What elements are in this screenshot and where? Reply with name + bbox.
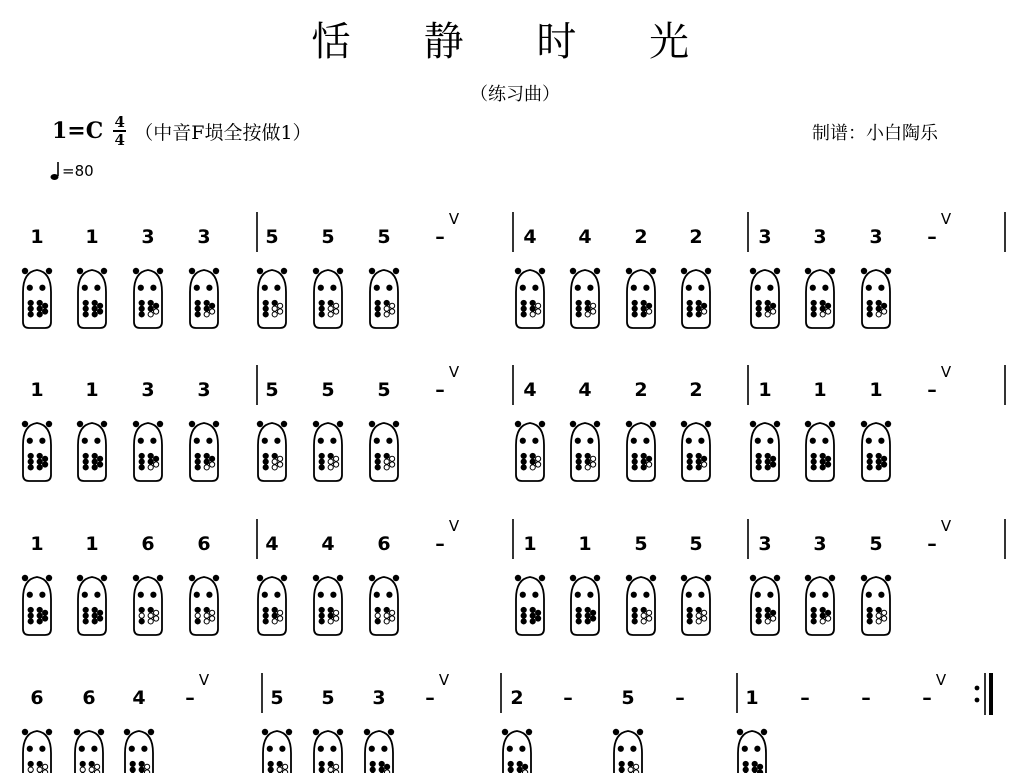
note-digit: 3 [869, 226, 883, 248]
note-digit: 5 [377, 226, 391, 248]
breath-mark: V [940, 210, 952, 228]
ocarina-fingering-icon [313, 421, 343, 481]
note-digit: 5 [265, 226, 279, 248]
ocarina-fingering-icon [133, 421, 163, 481]
ocarina-fingering-icon [861, 421, 891, 481]
ocarina-fingering-icon [861, 575, 891, 635]
note-digit: 3 [141, 226, 155, 248]
note-digit: 2 [634, 226, 648, 248]
ocarina-fingering-icon [257, 268, 287, 328]
ocarina-fingering-icon [313, 729, 343, 773]
note-digit: 1 [578, 533, 592, 555]
note-digit: 1 [85, 533, 99, 555]
ocarina-fingering-icon [313, 575, 343, 635]
breath-mark: V [448, 363, 460, 381]
note-digit: 5 [265, 379, 279, 401]
note-digit: 1 [813, 379, 827, 401]
note-digit: 5 [634, 533, 648, 555]
note-digit: 2 [510, 687, 524, 709]
note-digit: 6 [82, 687, 96, 709]
ocarina-fingering-icon [502, 729, 532, 773]
note-digit: 3 [813, 533, 827, 555]
note-digit: 3 [813, 226, 827, 248]
ocarina-fingering-icon [369, 575, 399, 635]
ocarina-fingering-icon [22, 575, 52, 635]
key-note: （中音F埙全按做1） [134, 121, 312, 144]
note-digit: 5 [377, 379, 391, 401]
note-digit: 2 [689, 226, 703, 248]
ocarina-fingering-icon [369, 421, 399, 481]
measure [22, 226, 219, 328]
note-digit: 2 [689, 379, 703, 401]
note-digit: 5 [321, 226, 335, 248]
measure [515, 379, 711, 481]
note-digit: 1 [85, 379, 99, 401]
ocarina-fingering-icon [515, 575, 545, 635]
note-digit: 4 [321, 533, 335, 555]
ocarina-fingering-icon [124, 729, 154, 773]
sustain-dash: – [927, 226, 937, 248]
note-digit: 3 [758, 533, 772, 555]
breath-mark: V [448, 210, 460, 228]
ocarina-fingering-icon [257, 575, 287, 635]
breath-mark: V [198, 671, 210, 689]
ocarina-fingering-icon [805, 575, 835, 635]
sustain-dash: – [435, 226, 445, 248]
ocarina-fingering-icon [737, 729, 767, 773]
note-digit: 6 [30, 687, 44, 709]
ocarina-fingering-icon [189, 268, 219, 328]
measure [22, 533, 219, 635]
ocarina-fingering-icon [189, 575, 219, 635]
repeat-end-barline [975, 673, 991, 715]
score-row [22, 671, 991, 773]
ocarina-fingering-icon [313, 268, 343, 328]
note-digit: 2 [634, 379, 648, 401]
ocarina-fingering-icon [805, 421, 835, 481]
note-digit: 3 [372, 687, 386, 709]
sustain-dash: – [927, 379, 937, 401]
ocarina-fingering-icon [515, 421, 545, 481]
score-row [22, 517, 1005, 635]
sustain-dash: – [922, 687, 932, 709]
note-digit: 5 [869, 533, 883, 555]
ocarina-fingering-icon [861, 268, 891, 328]
note-digit: 3 [141, 379, 155, 401]
ocarina-fingering-icon [515, 268, 545, 328]
sustain-dash: – [675, 687, 685, 709]
sustain-dash: – [435, 533, 445, 555]
measure [750, 210, 952, 328]
note-digit: 5 [270, 687, 284, 709]
measure [262, 671, 450, 773]
ocarina-fingering-icon [681, 421, 711, 481]
ocarina-fingering-icon [613, 729, 643, 773]
ocarina-fingering-icon [570, 268, 600, 328]
ocarina-fingering-icon [262, 729, 292, 773]
ocarina-fingering-icon [22, 421, 52, 481]
ocarina-fingering-icon [74, 729, 104, 773]
measure [257, 210, 460, 328]
sustain-dash: – [861, 687, 871, 709]
note-digit: 4 [523, 226, 537, 248]
note-digit: 4 [523, 379, 537, 401]
ocarina-fingering-icon [570, 421, 600, 481]
note-digit: 5 [621, 687, 635, 709]
note-digit: 1 [523, 533, 537, 555]
measure [257, 517, 460, 635]
note-digit: 6 [377, 533, 391, 555]
note-digit: 5 [321, 379, 335, 401]
sustain-dash: – [435, 379, 445, 401]
measure [22, 671, 210, 773]
measure [737, 671, 947, 773]
song-title: 恬 静 时 光 [310, 19, 720, 65]
score-row [22, 210, 1005, 328]
ocarina-fingering-icon [626, 268, 656, 328]
ocarina-fingering-icon [681, 268, 711, 328]
note-digit: 1 [30, 379, 44, 401]
breath-mark: V [940, 363, 952, 381]
score-row [22, 363, 1005, 481]
ocarina-fingering-icon [22, 729, 52, 773]
sustain-dash: – [563, 687, 573, 709]
time-signature-bottom: 4 [114, 131, 125, 149]
ocarina-fingering-icon [257, 421, 287, 481]
ocarina-fingering-icon [570, 575, 600, 635]
song-subtitle: （练习曲） [470, 84, 560, 105]
time-signature-top: 4 [114, 113, 125, 131]
note-digit: 3 [758, 226, 772, 248]
ocarina-fingering-icon [22, 268, 52, 328]
note-digit: 4 [578, 226, 592, 248]
ocarina-fingering-icon [750, 575, 780, 635]
note-digit: 1 [758, 379, 772, 401]
ocarina-fingering-icon [626, 575, 656, 635]
ocarina-fingering-icon [77, 421, 107, 481]
note-digit: 1 [30, 533, 44, 555]
ocarina-fingering-icon [750, 421, 780, 481]
breath-mark: V [935, 671, 947, 689]
sustain-dash: – [800, 687, 810, 709]
note-digit: 5 [321, 687, 335, 709]
arranger: 制谱：小白陶乐 [812, 123, 938, 144]
note-digit: 4 [132, 687, 146, 709]
measure [515, 226, 711, 328]
sustain-dash: – [927, 533, 937, 555]
sustain-dash: – [185, 687, 195, 709]
note-digit: 6 [141, 533, 155, 555]
measure [515, 533, 711, 635]
ocarina-fingering-icon [681, 575, 711, 635]
sustain-dash: – [425, 687, 435, 709]
measure [750, 517, 952, 635]
note-digit: 1 [85, 226, 99, 248]
measure [502, 687, 685, 773]
note-digit: 4 [578, 379, 592, 401]
measure [257, 363, 460, 481]
note-digit: 6 [197, 533, 211, 555]
ocarina-fingering-icon [364, 729, 394, 773]
ocarina-fingering-icon [77, 268, 107, 328]
measure [22, 379, 219, 481]
note-digit: 1 [30, 226, 44, 248]
ocarina-fingering-icon [189, 421, 219, 481]
note-digit: 1 [869, 379, 883, 401]
note-digit: 5 [689, 533, 703, 555]
note-digit: 4 [265, 533, 279, 555]
ocarina-fingering-icon [133, 575, 163, 635]
note-digit: 1 [745, 687, 759, 709]
ocarina-fingering-icon [626, 421, 656, 481]
note-digit: 3 [197, 379, 211, 401]
breath-mark: V [448, 517, 460, 535]
note-digit: 3 [197, 226, 211, 248]
key-signature: 1=C [52, 118, 104, 144]
measure [750, 363, 952, 481]
breath-mark: V [940, 517, 952, 535]
tempo-value: =80 [62, 162, 94, 180]
breath-mark: V [438, 671, 450, 689]
ocarina-fingering-icon [77, 575, 107, 635]
ocarina-fingering-icon [750, 268, 780, 328]
ocarina-fingering-icon [133, 268, 163, 328]
ocarina-fingering-icon [805, 268, 835, 328]
ocarina-fingering-icon [369, 268, 399, 328]
